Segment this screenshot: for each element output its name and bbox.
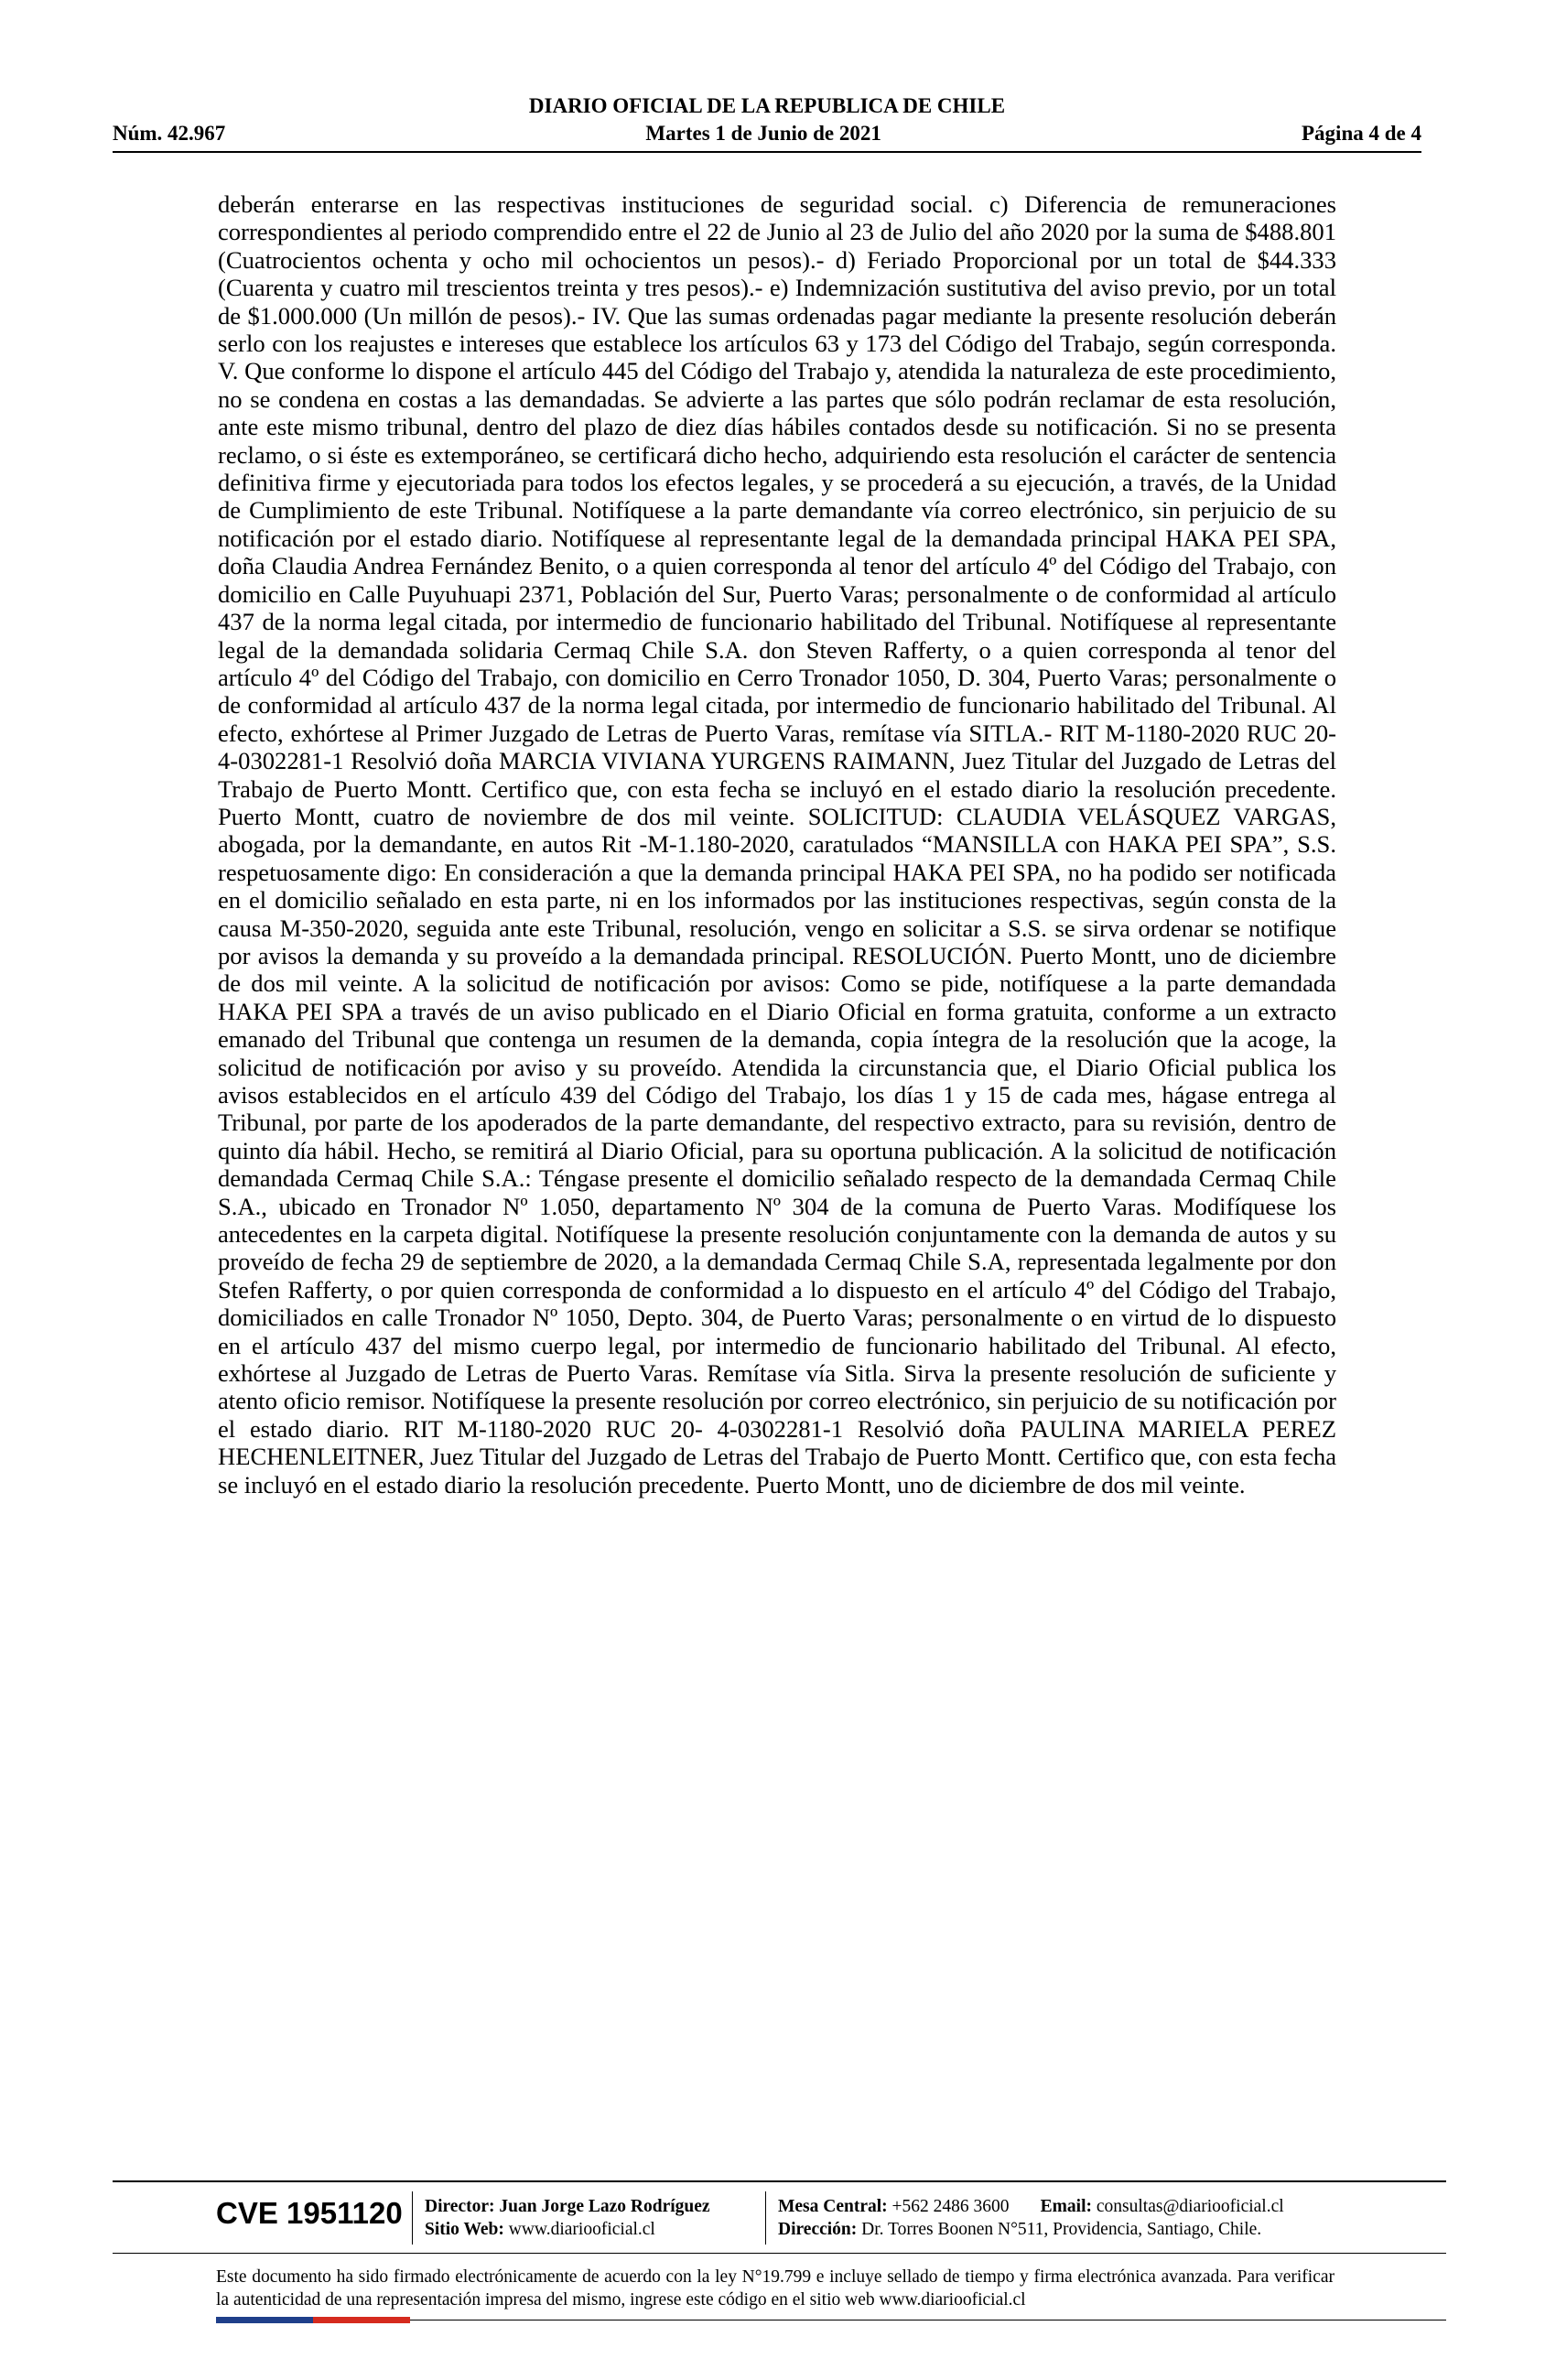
director-name: Juan Jorge Lazo Rodríguez bbox=[499, 2197, 710, 2216]
phone-label: Mesa Central: bbox=[778, 2197, 888, 2216]
flag-stripe-blue bbox=[216, 2317, 313, 2323]
phone-number: +562 2486 3600 bbox=[891, 2197, 1010, 2216]
website-link[interactable]: www.diariooficial.cl bbox=[508, 2220, 655, 2239]
footer-director-block bbox=[425, 2195, 710, 2241]
flag-stripe-red bbox=[313, 2317, 410, 2323]
page-header bbox=[113, 93, 1421, 146]
director-label: Director: bbox=[425, 2197, 495, 2216]
website-label: Sitio Web: bbox=[425, 2220, 504, 2239]
newspaper-title: DIARIO OFICIAL DE LA REPUBLICA DE CHILE bbox=[528, 94, 1006, 117]
footer-divider-middle bbox=[113, 2253, 1446, 2254]
article-body bbox=[218, 190, 1336, 1498]
footer-contact-block bbox=[778, 2195, 1284, 2241]
address-value: Dr. Torres Boonen N°511, Providencia, Santiago, Chile. bbox=[861, 2220, 1262, 2239]
cve-code: CVE 1951120 bbox=[216, 2196, 403, 2230]
email-link[interactable]: consultas@diariooficial.cl bbox=[1096, 2197, 1284, 2216]
issue-date: Martes 1 de Junio de 2021 bbox=[645, 122, 881, 145]
issue-number: Núm. 42.967 bbox=[113, 122, 226, 145]
header-info-row bbox=[113, 121, 1421, 146]
footer-separator bbox=[765, 2191, 766, 2245]
article-paragraph: deberán enterarse en las respectivas instituciones de seguridad social. c) Diferencia de remuneraciones correspondientes al periodo comprendido entre el 22 de Junio al 23 de Julio del año 2020 por la suma de $488.801 (Cuatrocientos ochenta y ocho mil ochocientos un pesos).- d) Feriado Proporcional por un total de $44.333 (Cuarenta y cuatro mil trescientos treinta y tres pesos).- e) Indemnización sustitutiva del aviso previo, por un total de $1.000.000 (Un millón de pesos).- IV. Que las sumas ordenadas pagar mediante la presente resolución deberán serlo con los reajustes e intereses que establece los artículos 63 y 173 del Código del Trabajo, según corresponda. V. Que conforme lo dispone el artículo 445 del Código del Trabajo y, atendida la naturaleza de este procedimiento, no se condena en costas a las demandadas. Se advierte a las partes que sólo podrán reclamar de esta resolución, ante este mismo tribunal, dentro del plazo de diez días hábiles contados desde su notificación. Si no se presenta reclamo, o si éste es extemporáneo, se certificará dicho hecho, adquiriendo esta resolución el carácter de sentencia definitiva firme y ejecutoriada para todos los efectos legales, y se procederá a su ejecución, a través, de la Unidad de Cumplimiento de este Tribunal. Notifíquese a la parte demandante vía correo electrónico, sin perjuicio de su notificación por el estado diario. Notifíquese al representante legal de la demandada principal HAKA PEI SPA, doña Claudia Andrea Fernández Benito, o a quien corresponda al tenor del artículo 4º del Código del Trabajo, con domicilio en Calle Puyuhuapi 2371, Población del Sur, Puerto Varas; personalmente o de conformidad al artículo 437 de la norma legal citada, por intermedio de funcionario habilitado del Tribunal. Notifíquese al representante legal de la demandada solidaria Cermaq Chile S.A. don Steven Rafferty, o a quien corresponda al tenor del artículo 4º del Código del Trabajo, con domicilio en Cerro Tronador 1050, D. 304, Puerto Varas; personalmente o de conformidad al artículo 437 de la norma legal citada, por intermedio de funcionario habilitado del Tribunal. Al efecto, exhórtese al Primer Juzgado de Letras de Puerto Varas, remítase vía SITLA.- RIT M-1180-2020 RUC 20-4-0302281-1 Resolvió doña MARCIA VIVIANA YURGENS RAIMANN, Juez Titular del Juzgado de Letras del Trabajo de Puerto Montt. Certifico que, con esta fecha se incluyó en el estado diario la resolución precedente. Puerto Montt, cuatro de noviembre de dos mil veinte. SOLICITUD: CLAUDIA VELÁSQUEZ VARGAS, abogada, por la demandante, en autos Rit -M-1.180-2020, caratulados “MANSILLA con HAKA PEI SPA”, S.S. respetuosamente digo: En consideración a que la demanda principal HAKA PEI SPA, no ha podido ser notificada en el domicilio señalado en esta parte, ni en los informados por las instituciones respectivas, según consta de la causa M-350-2020, seguida ante este Tribunal, resolución, vengo en solicitar a S.S. se sirva ordenar se notifique por avisos la demanda y su proveído a la demandada principal. RESOLUCIÓN. Puerto Montt, uno de diciembre de dos mil veinte. A la solicitud de notificación por avisos: Como se pide, notifíquese a la parte demandada HAKA PEI SPA a través de un aviso publicado en el Diario Oficial en forma gratuita, conforme a un extracto emanado del Tribunal que contenga un resumen de la demanda, copia íntegra de la resolución que la acoge, la solicitud de notificación por aviso y su proveído. Atendida la circunstancia que, el Diario Oficial publica los avisos establecidos en el artículo 439 del Código del Trabajo, los días 1 y 15 de cada mes, hágase entrega al Tribunal, por parte de los apoderados de la parte demandante, del respectivo extracto, para su revisión, dentro de quinto día hábil. Hecho, se remitirá al Diario Oficial, para su oportuna publicación. A la solicitud de notificación demandada Cermaq Chile S.A.: Téngase presente el domicilio señalado respecto de la demandada Cermaq Chile S.A., ubicado en Tronador Nº 1.050, departamento Nº 304 de la comuna de Puerto Varas. Modifíquese los antecedentes en la carpeta digital. Notifíquese la presente resolución conjuntamente con la demanda de autos y su proveído de fecha 29 de septiembre de 2020, a la demandada Cermaq Chile S.A, representada legalmente por don Stefen Rafferty, o por quien corresponda de conformidad a lo dispuesto en el artículo 4º del Código del Trabajo, domiciliados en calle Tronador Nº 1050, Depto. 304, de Puerto Varas; personalmente o en virtud de lo dispuesto en el artículo 437 del mismo cuerpo legal, por intermedio de funcionario habilitado del Tribunal. Al efecto, exhórtese al Juzgado de Letras de Puerto Varas. Remítase vía Sitla. Sirva la presente resolución de suficiente y atento oficio remisor. Notifíquese la presente resolución por correo electrónico, sin perjuicio de su notificación por el estado diario. RIT M-1180-2020 RUC 20- 4-0302281-1 Resolvió doña PAULINA MARIELA PEREZ HECHENLEITNER, Juez Titular del Juzgado de Letras del Trabajo de Puerto Montt. Certifico que, con esta fecha se incluyó en el estado diario la resolución precedente. Puerto Montt, uno de diciembre de dos mil veinte. bbox=[218, 190, 1336, 1498]
page-number: Página 4 de 4 bbox=[1302, 122, 1421, 145]
footer-separator bbox=[412, 2191, 413, 2245]
signature-note: Este documento ha sido firmado electrónicamente de acuerdo con la ley N°19.799 e incluye sellado de tiempo y firma electrónica avanzada. Para verificar la autenticidad de una representación impresa del mismo, ingrese este código en el sitio web www.diariooficial.cl bbox=[216, 2267, 1334, 2310]
address-label: Dirección: bbox=[778, 2220, 858, 2239]
email-label: Email: bbox=[1040, 2197, 1093, 2216]
header-divider bbox=[113, 151, 1421, 153]
footer-divider-top bbox=[113, 2180, 1446, 2182]
